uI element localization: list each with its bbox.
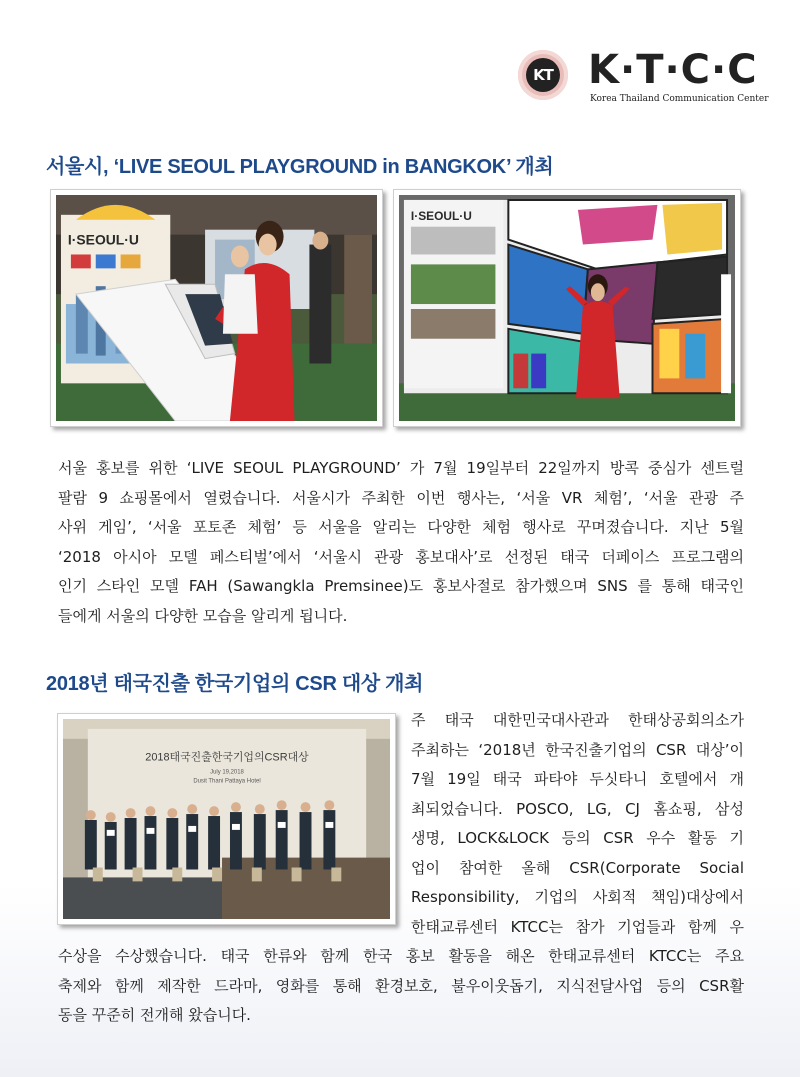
section2-line: 동을 꾸준히 전개해 왔습니다. xyxy=(58,1006,251,1024)
section1-line: ‘2018 아시아 모델 페스티벌’에서 ‘서울시 관광 홍보대사’로 선정된 태국 더페이스 프로그램의 xyxy=(58,547,744,566)
section2-side-line: 업이 참여한 올해 CSR(Corporate Social xyxy=(411,858,744,877)
section1-heading: 서울시, ‘LIVE SEOUL PLAYGROUND in BANGKOK’ 개최 xyxy=(46,156,554,178)
section2-line: 수상을 수상했습니다. 태국 한류와 함께 한국 홍보 활동을 해온 한태교류센터 KTCC는 주요 xyxy=(58,947,744,965)
ktcc-wordmark: K·T·C·C xyxy=(588,47,758,93)
section2-line: 축제와 함께 제작한 드라마, 영화를 통해 환경보호, 불우이웃돕기, 지식전달사업 등의 CSR활 xyxy=(58,976,744,995)
section2-body xyxy=(58,942,744,1031)
section1-line: 인기 스타인 모델 FAH (Sawangkla Premsinee)도 홍보사절로 참가했으며 SNS 를 통해 태국인 xyxy=(58,577,744,595)
section2-side-line: 최되었습니다. POSCO, LG, CJ 홈쇼핑, 삼성 xyxy=(411,799,744,818)
section1-line: 서울 홍보를 위한 ‘LIVE SEOUL PLAYGROUND’ 가 7월 19일부터 22일까지 방콕 중심가 센트럴 xyxy=(58,459,744,477)
photo-banner-venue: Dusit Thani Pattaya Hotel xyxy=(193,778,261,785)
kt-logo-badge xyxy=(518,50,568,100)
section1-body xyxy=(58,454,744,631)
photo-banner-title: 2018태국진출한국기업의CSR대상 xyxy=(145,751,309,764)
photo-left-sign: I·SEOUL·U xyxy=(67,231,139,248)
kt-logo-badge-text: KT xyxy=(526,58,560,92)
section2-side-line: Responsibility, 기업의 사회적 책임)대상에서 xyxy=(411,888,744,906)
section2-side-line: 한태교류센터 KTCC는 참가 기업들과 함께 우 xyxy=(411,917,744,936)
photo-banner-date: July 19,2018 xyxy=(210,769,244,776)
section2-heading: 2018년 태국진출 한국기업의 CSR 대상 개최 xyxy=(46,673,424,695)
ktcc-logo xyxy=(518,44,769,110)
photo-vr-booth xyxy=(50,189,383,427)
ktcc-subtitle: Korea Thailand Communication Center xyxy=(590,94,769,104)
section2-side-line: 7월 19일 태국 파타야 두싯타니 호텔에서 개 xyxy=(411,770,744,788)
section1-line: 사위 게임’, ‘서울 포토존 체험’ 등 서울을 알리는 다양한 체험 행사로 꾸며졌습니다. 지난 5월 xyxy=(58,518,744,536)
photo-right-sign: I·SEOUL·U xyxy=(410,208,472,223)
section2-side-line: 주최하는 ‘2018년 한국진출기업의 CSR 대상’이 xyxy=(411,740,744,759)
section1-line: 들에게 서울의 다양한 모습을 알리게 됩니다. xyxy=(58,606,348,625)
photo-photo-zone xyxy=(393,189,741,427)
section2-side-line: 생명, LOCK&LOCK 등의 CSR 우수 활동 기 xyxy=(411,829,744,847)
section1-line: 팔람 9 쇼핑몰에서 열렸습니다. 서울시가 주최한 이번 행사는, ‘서울 VR 체험’, ‘서울 관광 주 xyxy=(58,488,744,507)
section2-side-line: 주 태국 대한민국대사관과 한태상공회의소가 xyxy=(411,711,744,729)
section2-side-text xyxy=(411,706,744,942)
photo-csr-award xyxy=(57,713,396,925)
